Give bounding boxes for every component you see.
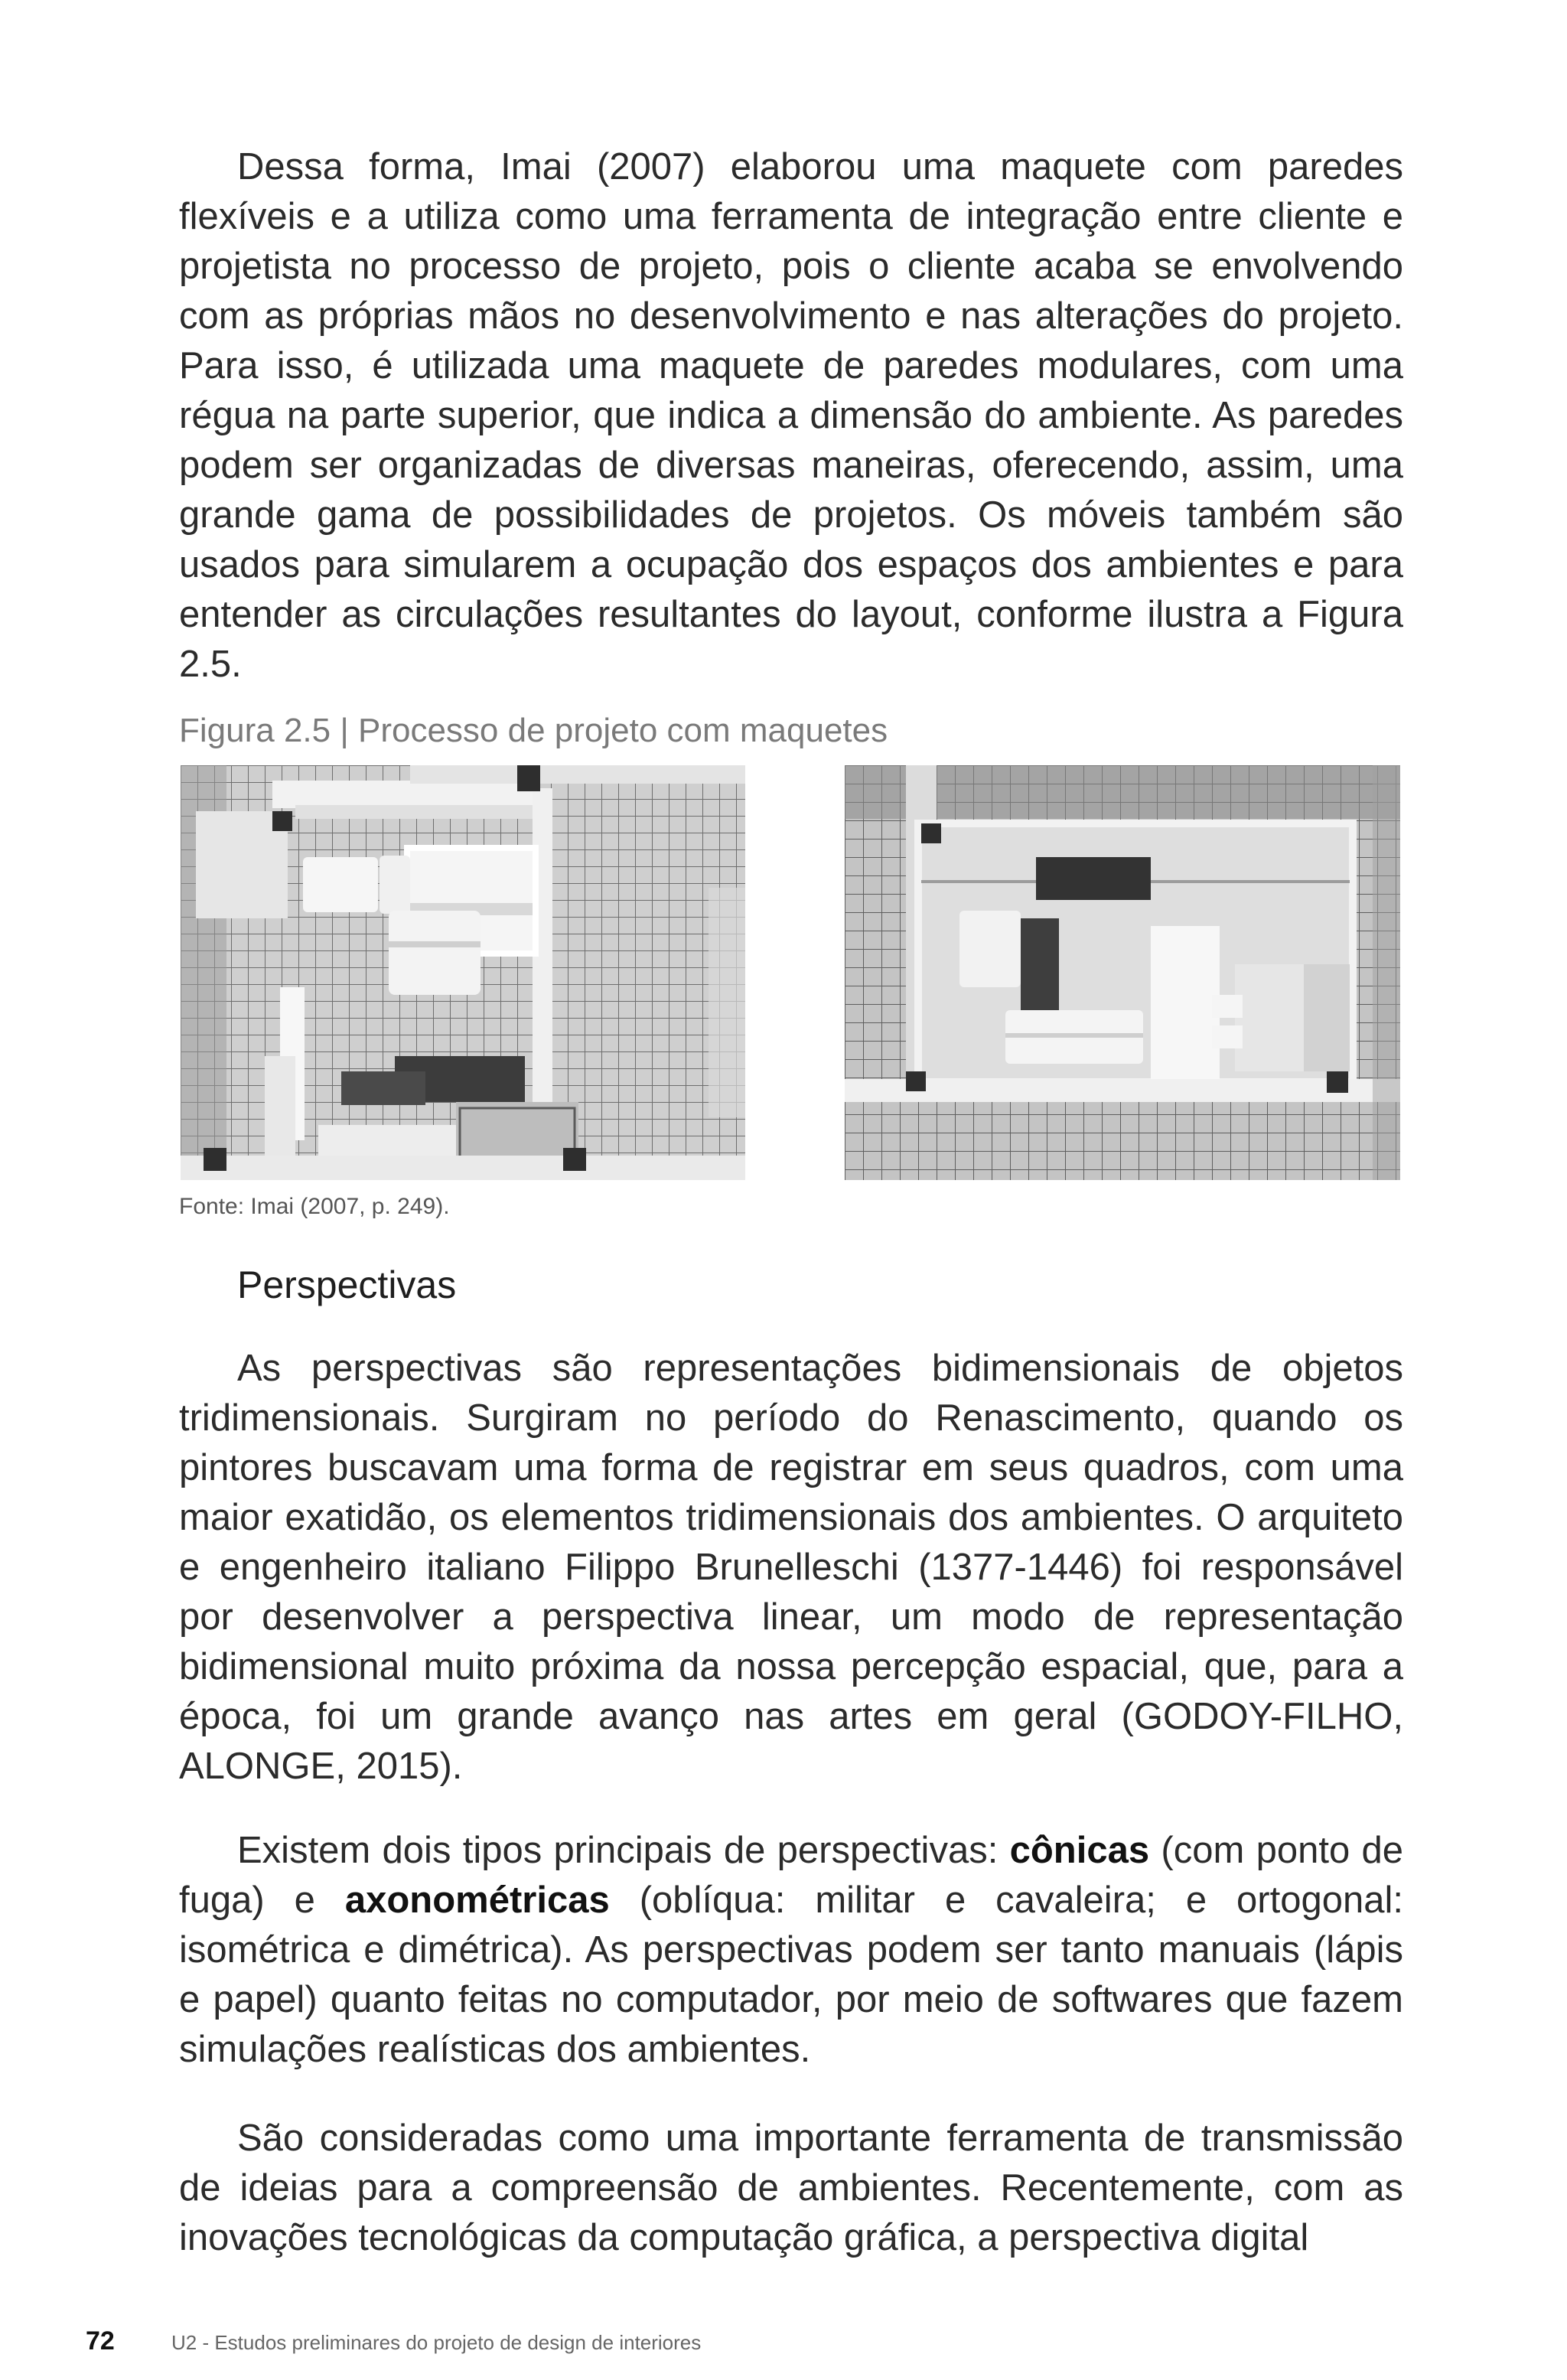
page-number: 72 (86, 2326, 115, 2356)
body-paragraph-2: As perspectivas são representações bidimensionais de objetos tridimensionais. Surgiram no período do Renascimento, quando os pintores buscavam uma forma de registrar em seus quadros, com uma maior exatidão, os elementos tridimensionais dos ambientes. O arquiteto e engenheiro italiano Filippo Brunelleschi (1377-1446) foi responsável por desenvolver a perspectiva linear, um modo de representação bidimensional muito próxima da nossa percepção espacial, que, para a época, foi um grande avanço nas artes em geral (GODOY-FILHO, ALONGE, 2015). (179, 1348, 1403, 1787)
term-conicas: cônicas (1009, 1830, 1150, 1871)
p3-text-c: (com ponto de fuga) e (179, 1830, 1403, 1921)
figure-source: Fonte: Imai (2007, p. 249). (179, 1194, 450, 1219)
body-paragraph-3 (179, 1826, 1403, 2075)
p3-text-a: Existem dois tipos principais de perspectivas: (237, 1830, 1010, 1871)
term-axonometricas: axonométricas (344, 1880, 610, 1921)
body-paragraph-1: Dessa forma, Imai (2007) elaborou uma maquete com paredes flexíveis e a utiliza como uma ferramenta de integração entre cliente e projetista no processo de projeto, pois o cliente acaba se envolvendo com as próprias mãos no desenvolvimento e nas alterações do projeto. Para isso, é utilizada uma maquete de paredes modulares, com uma régua na parte superior, que indica a dimensão do ambiente. As paredes podem ser organizadas de diversas maneiras, oferecendo, assim, uma grande gama de possibilidades de projetos. Os móveis também são usados para simularem a ocupação dos espaços dos ambientes e para entender as circulações resultantes do layout, conforme ilustra a Figura 2.5. (179, 146, 1403, 685)
section-heading: Perspectivas (237, 1263, 457, 1306)
maquete-photo-left (181, 765, 745, 1180)
figure-caption: Figura 2.5 | Processo de projeto com maquetes (179, 712, 888, 749)
body-paragraph-4: São consideradas como uma importante ferramenta de transmissão de ideias para a compreensão de ambientes. Recentemente, com as inovações tecnológicas da computação gráfica, a perspectiva digital (179, 2118, 1403, 2258)
maquete-photo-right (845, 765, 1400, 1180)
running-title: U2 - Estudos preliminares do projeto de design de interiores (171, 2331, 702, 2354)
p3-text-d: (oblíqua: militar e cavaleira; e ortogonal: isométrica e dimétrica). As perspectivas podem ser tanto manuais (lápis e papel) quanto feitas no computador, por meio de softwares que fazem simulações realísticas dos ambientes. (179, 1880, 1403, 2070)
